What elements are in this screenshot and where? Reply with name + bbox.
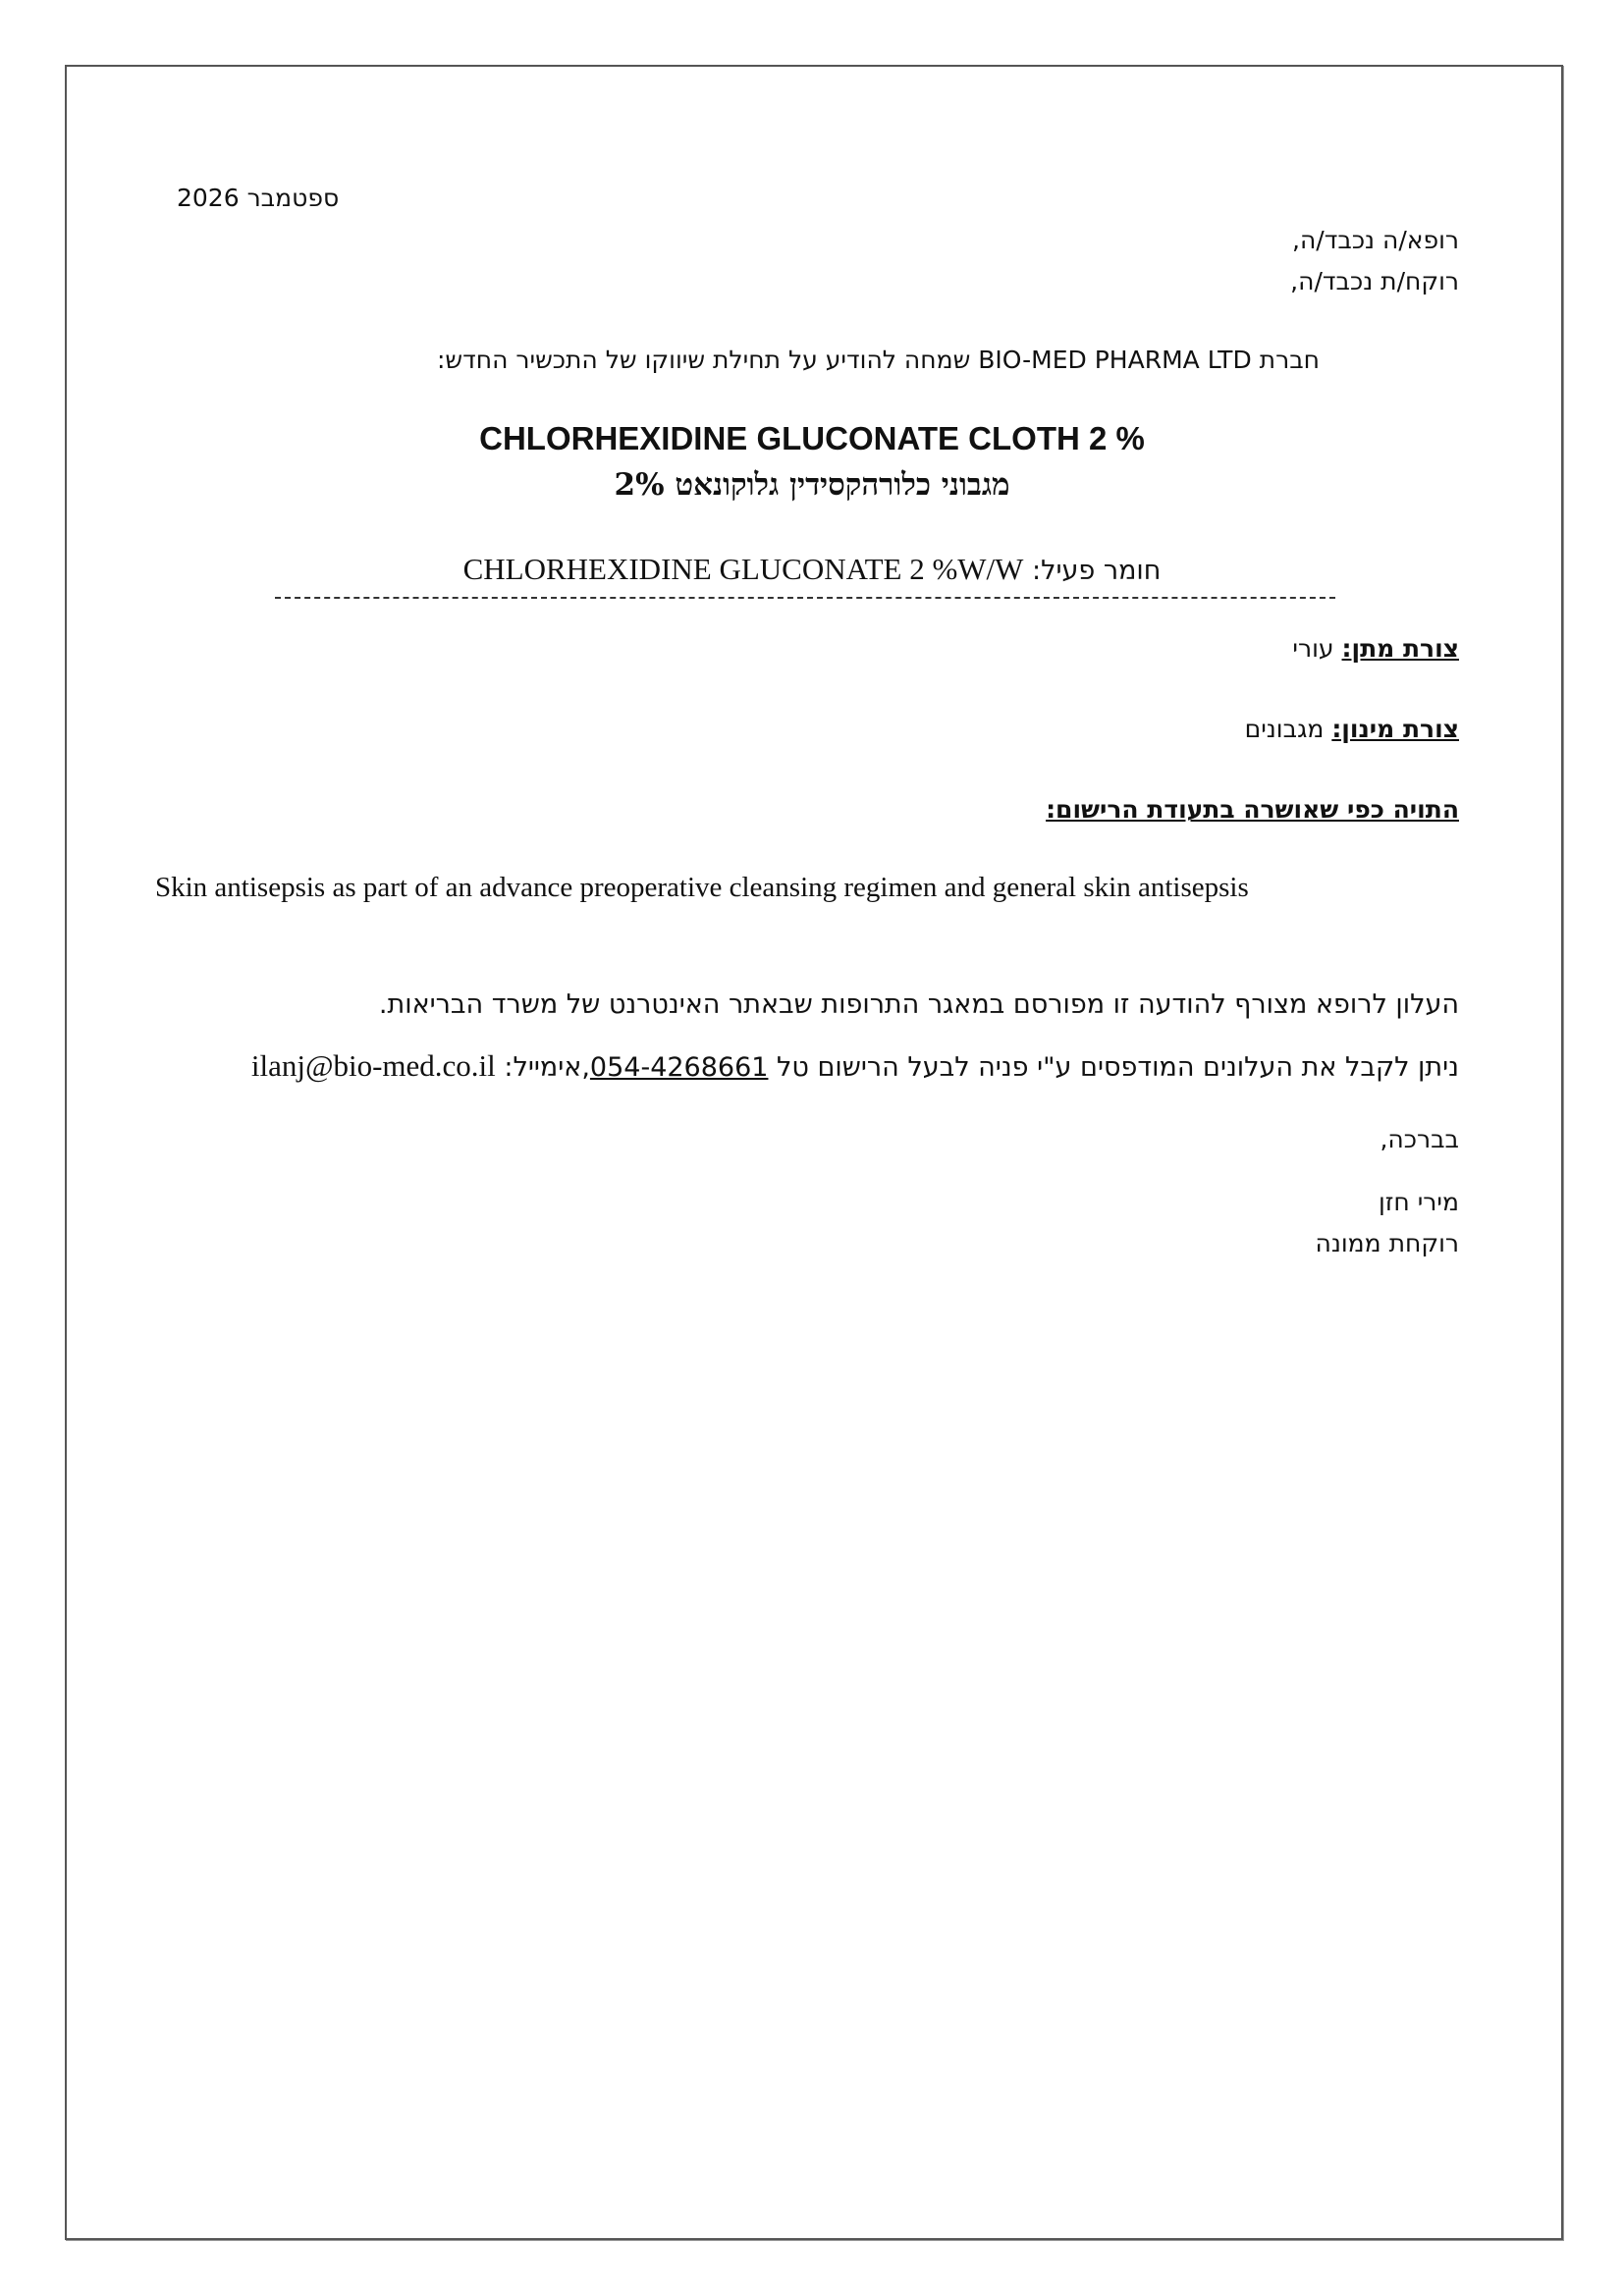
- dose-form-value: מגבונים: [1244, 715, 1325, 743]
- contact-phone: 054-4268661: [589, 1052, 769, 1083]
- product-title-hebrew: מגבוני כלורהקסידין גלוקונאט 2%: [614, 467, 1010, 503]
- active-ingredient-label: חומר פעיל:: [1032, 556, 1162, 586]
- active-ingredient-value: CHLORHEXIDINE GLUCONATE 2 %W/W: [462, 552, 1024, 586]
- contact-prefix: ניתן לקבל את העלונים המודפסים ע"י פניה לבעל הרישום טל: [777, 1052, 1459, 1083]
- dosage-form-value: עורי: [1292, 634, 1334, 663]
- dose-form-label: צורת מינון:: [1331, 715, 1459, 743]
- intro-paragraph: חברת BIO-MED PHARMA LTD שמחה להודיע על תחילת שיווקו של התכשיר החדש:: [436, 346, 1320, 374]
- indication-heading: התויה כפי שאושרה בתעודת הרישום:: [1046, 795, 1459, 824]
- page-border: [65, 65, 1563, 2240]
- indication-text: Skin antisepsis as part of an advance preoperative cleansing regimen and general skin antisepsis: [155, 872, 1249, 903]
- dose-form-row: [1245, 715, 1459, 743]
- leaflet-notice-line: העלון לרופא מצורף להודעה זו מפורסם במאגר התרופות שבאתר האינטרנט של משרד הבריאות.: [378, 989, 1459, 1020]
- signer-role: רוקחת ממונה: [1315, 1229, 1459, 1257]
- active-ingredient-line: [0, 552, 1624, 587]
- contact-email: ilanj@bio-med.co.il: [250, 1048, 496, 1083]
- letter-date: ספטמבר 2026: [177, 184, 340, 212]
- salutation-doctor: רופא/ה נכבד/ה,: [1292, 226, 1459, 254]
- dosage-form-row: [1292, 634, 1459, 663]
- signer-name: מירי חזן: [1378, 1188, 1459, 1216]
- contact-line: [165, 1048, 1459, 1084]
- closing-greeting: בברכה,: [1380, 1125, 1459, 1153]
- dashed-divider: [275, 597, 1335, 599]
- email-label: ,אימייל:: [504, 1052, 590, 1083]
- dosage-form-label: צורת מתן:: [1341, 634, 1459, 663]
- product-title-english: CHLORHEXIDINE GLUCONATE CLOTH 2 %: [479, 420, 1145, 456]
- salutation-pharmacist: רוקח/ת נכבד/ה,: [1290, 267, 1459, 295]
